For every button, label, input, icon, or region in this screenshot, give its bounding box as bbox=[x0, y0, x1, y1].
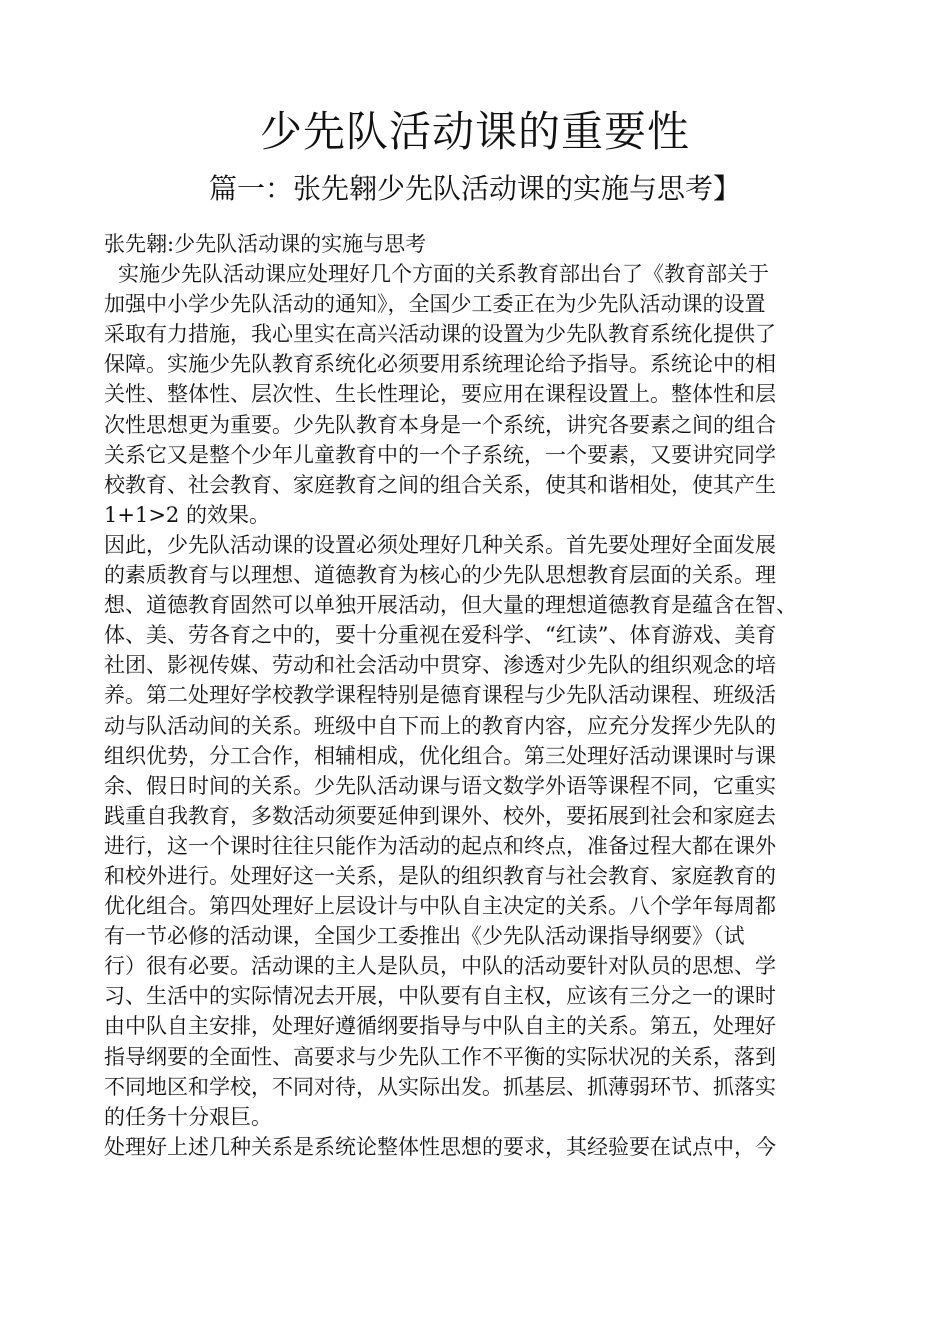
body-line: 养。第二处理好学校教学课程特别是德育课程与少先队活动课程、班级活 bbox=[104, 683, 776, 708]
body-line: 处理好上述几种关系是系统论整体性思想的要求，其经验要在试点中，今 bbox=[104, 1134, 776, 1159]
body-line: 校教育、社会教育、家庭教育之间的组合关系，使其和谐相处，使其产生 bbox=[104, 472, 776, 497]
document-title: 少先队活动课的重要性 bbox=[259, 107, 690, 156]
body-line: 社团、影视传媒、劳动和社会活动中贯穿、渗透对少先队的组织观念的培 bbox=[104, 653, 776, 678]
body-line: 余、假日时间的关系。少先队活动课与语文数学外语等课程不同，它重实 bbox=[104, 773, 776, 798]
body-line: 实施少先队活动课应处理好几个方面的关系教育部出台了《教育部关于 bbox=[118, 262, 769, 287]
body-line: 关性、整体性、层次性、生长性理论，要应用在课程设置上。整体性和层 bbox=[104, 382, 776, 407]
body-line: 动与队活动间的关系。班级中自下而上的教育内容，应充分发挥少先队的 bbox=[104, 713, 776, 738]
document-subtitle: 篇一：张先翱少先队活动课的实施与思考】 bbox=[208, 172, 741, 205]
body-line: 体、美、劳各育之中的，要十分重视在爱科学、“红读”、体育游戏、美育 bbox=[104, 623, 777, 648]
body-line: 组织优势，分工合作，相辅相成，优化组合。第三处理好活动课课时与课 bbox=[104, 743, 776, 768]
body-line: 和校外进行。处理好这一关系，是队的组织教育与社会教育、家庭教育的 bbox=[104, 863, 776, 888]
body-line: 有一节必修的活动课，全国少工委推出《少先队活动课指导纲要》（试 bbox=[104, 924, 745, 949]
body-line: 进行，这一个课时往往只能作为活动的起点和终点，准备过程大都在课外 bbox=[104, 833, 776, 858]
body-line: 张先翱:少先队活动课的实施与思考 bbox=[104, 232, 427, 256]
body-line: 优化组合。第四处理好上层设计与中队自主决定的关系。八个学年每周都 bbox=[104, 894, 776, 919]
body-line: 指导纲要的全面性、高要求与少先队工作不平衡的实际状况的关系，落到 bbox=[104, 1044, 776, 1069]
body-line: 的素质教育与以理想、道德教育为核心的少先队思想教育层面的关系。理 bbox=[104, 563, 776, 588]
body-line: 保障。实施少先队教育系统化必须要用系统理论给予指导。系统论中的相 bbox=[104, 352, 776, 377]
body-line: 1+1>2 的效果。 bbox=[104, 502, 270, 527]
body-line: 想、道德教育固然可以单独开展活动，但大量的理想道德教育是蕴含在智、 bbox=[104, 593, 797, 618]
body-line: 践重自我教育，多数活动须要延伸到课外、校外，要拓展到社会和家庭去 bbox=[104, 803, 776, 828]
body-line: 加强中小学少先队活动的通知》，全国少工委正在为少先队活动课的设置 bbox=[104, 292, 766, 317]
body-line: 的任务十分艰巨。 bbox=[104, 1104, 272, 1129]
body-line: 行）很有必要。活动课的主人是队员，中队的活动要针对队员的思想、学 bbox=[104, 954, 776, 979]
body-line: 关系它又是整个少年儿童教育中的一个子系统，一个要素，又要讲究同学 bbox=[104, 442, 776, 467]
body-line: 由中队自主安排，处理好遵循纲要指导与中队自主的关系。第五，处理好 bbox=[104, 1014, 776, 1039]
document-body bbox=[104, 229, 864, 1162]
body-line: 次性思想更为重要。少先队教育本身是一个系统，讲究各要素之间的组合 bbox=[104, 412, 776, 437]
body-line: 采取有力措施，我心里实在高兴活动课的设置为少先队教育系统化提供了 bbox=[104, 322, 776, 347]
body-line: 习、生活中的实际情况去开展，中队要有自主权，应该有三分之一的课时 bbox=[104, 984, 776, 1009]
body-line: 不同地区和学校，不同对待，从实际出发。抓基层、抓薄弱环节、抓落实 bbox=[104, 1074, 776, 1099]
body-line: 因此，少先队活动课的设置必须处理好几种关系。首先要处理好全面发展 bbox=[104, 532, 776, 557]
